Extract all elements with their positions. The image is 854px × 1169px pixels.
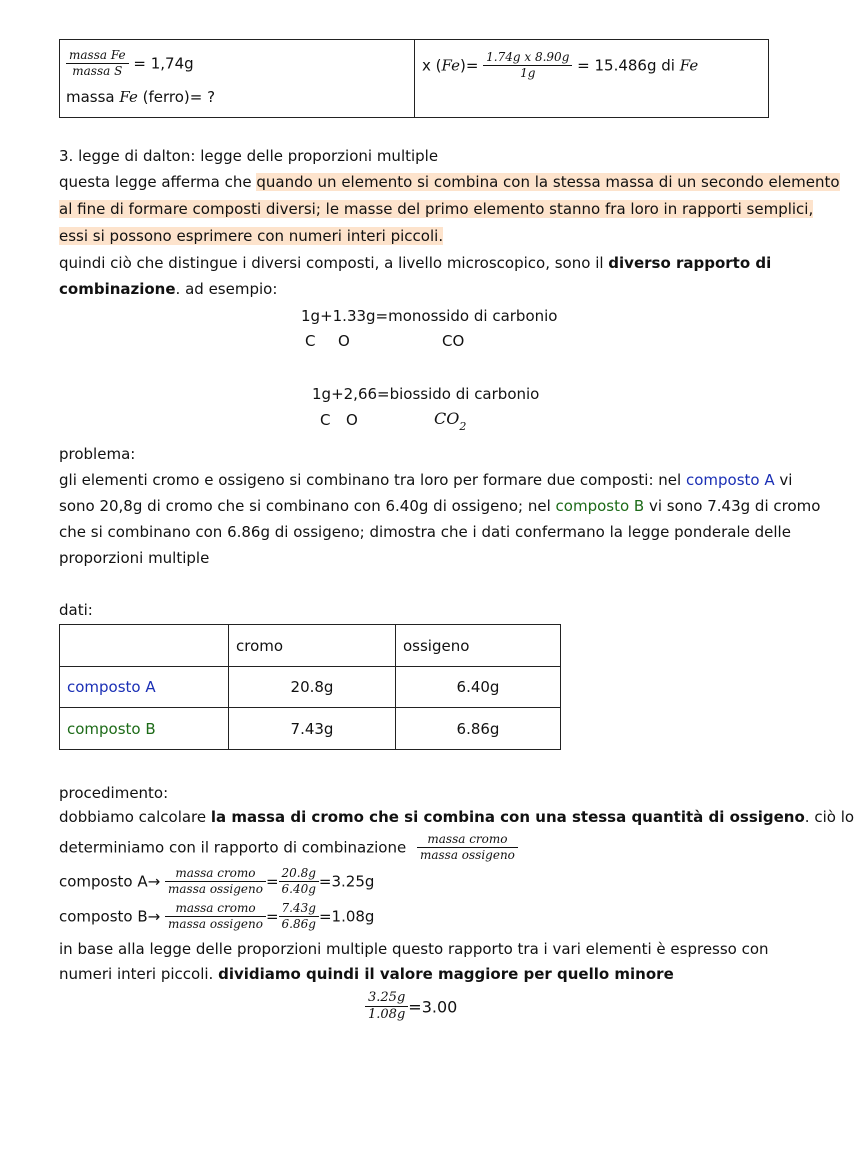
top-box (59, 39, 769, 118)
example-co2-equation: 1g+2,66=biossido di carbonio (312, 385, 540, 403)
compound-a-calc: composto A→ $\frac{\text{massa cromo}}{\text{massa ossigeno}}$ = $\frac{20.8g}{6.40g}$ =3.25g (59, 866, 375, 896)
procedimento-line-2: determiniamo con il rapporto di combinazione $\frac{\text{massa cromo}}{\text{massa ossigeno}}$ (59, 832, 518, 863)
row-cromo: 7.43g (229, 708, 396, 750)
problem-line-4: proporzioni multiple (59, 549, 210, 567)
problem-line-2: sono 20,8g di cromo che si combinano con 6.40g di ossigeno; nel composto B vi sono 7.43g di cromo (59, 497, 821, 515)
law-line-5: combinazione. ad esempio: (59, 280, 278, 298)
law-line-3: essi si possono esprimere con numeri interi piccoli. (59, 227, 444, 245)
law-line-4: quindi ciò che distingue i diversi composti, a livello microscopico, sono il diverso rapporto di (59, 254, 772, 272)
table-header-cell (60, 625, 229, 667)
problem-line-3: che si combinano con 6.86g di ossigeno; dimostra che i dati confermano la legge ponderale delle (59, 523, 791, 541)
example-co-equation: 1g+1.33g=monossido di carbonio (301, 307, 558, 325)
law-line-1: questa legge afferma che quando un elemento si combina con la stessa massa di un secondo elemento (59, 173, 840, 191)
example-co-c: C (305, 332, 316, 350)
law-line-2: al fine di formare composti diversi; le masse del primo elemento stanno fra loro in rapporti semplici, (59, 200, 814, 218)
table-row (60, 667, 561, 708)
table-row (60, 708, 561, 750)
problem-line-1: gli elementi cromo e ossigeno si combinano tra loro per formare due composti: nel composto A vi (59, 471, 793, 489)
table-header-cell: ossigeno (396, 625, 561, 667)
table-header-cell: cromo (229, 625, 396, 667)
frac-den: massa S (72, 64, 123, 78)
row-ossigeno: 6.40g (396, 667, 561, 708)
example-co-o: O (338, 332, 350, 350)
dati-table (59, 624, 561, 750)
procedimento-line-3: in base alla legge delle proporzioni multiple questo rapporto tra i vari elementi è espresso con (59, 940, 769, 958)
row-label: composto B (60, 708, 229, 750)
example-co2-formula: $CO_2$ (434, 409, 467, 433)
compound-b-calc: composto B→ $\frac{\text{massa cromo}}{\text{massa ossigeno}}$ = $\frac{7.43g}{6.86g}$ =1.08g (59, 901, 375, 931)
ratio-value: = 1,74g (133, 54, 194, 73)
row-ossigeno: 6.86g (396, 708, 561, 750)
procedimento-line-1: dobbiamo calcolare la massa di cromo che si combina con una stessa quantità di ossigeno. ciò lo (59, 808, 854, 826)
fe-mass-question: massa Fe (ferro)= ? (66, 88, 216, 106)
top-box-divider (414, 40, 415, 117)
fe-s-ratio (66, 48, 194, 79)
dati-title: dati: (59, 601, 93, 619)
problem-title: problema: (59, 445, 136, 463)
table-header-row (60, 625, 561, 667)
section-title: 3. legge di dalton: legge delle proporzioni multiple (59, 147, 439, 165)
example-co2-o: O (346, 411, 358, 429)
frac-num: massa Fe (66, 48, 129, 64)
final-ratio: $\frac{3.25g}{1.08g}$ =3.00 (365, 990, 457, 1024)
row-label: composto A (60, 667, 229, 708)
example-co2-c: C (320, 411, 331, 429)
row-cromo: 20.8g (229, 667, 396, 708)
fe-calculation: x (Fe)= $\frac{\text{1.74g x 8.90g}}{1g}$ = 15.486g di Fe (422, 50, 699, 80)
procedimento-title: procedimento: (59, 784, 169, 802)
example-co-formula: CO (442, 332, 465, 350)
procedimento-line-4: numeri interi piccoli. dividiamo quindi il valore maggiore per quello minore (59, 965, 674, 983)
